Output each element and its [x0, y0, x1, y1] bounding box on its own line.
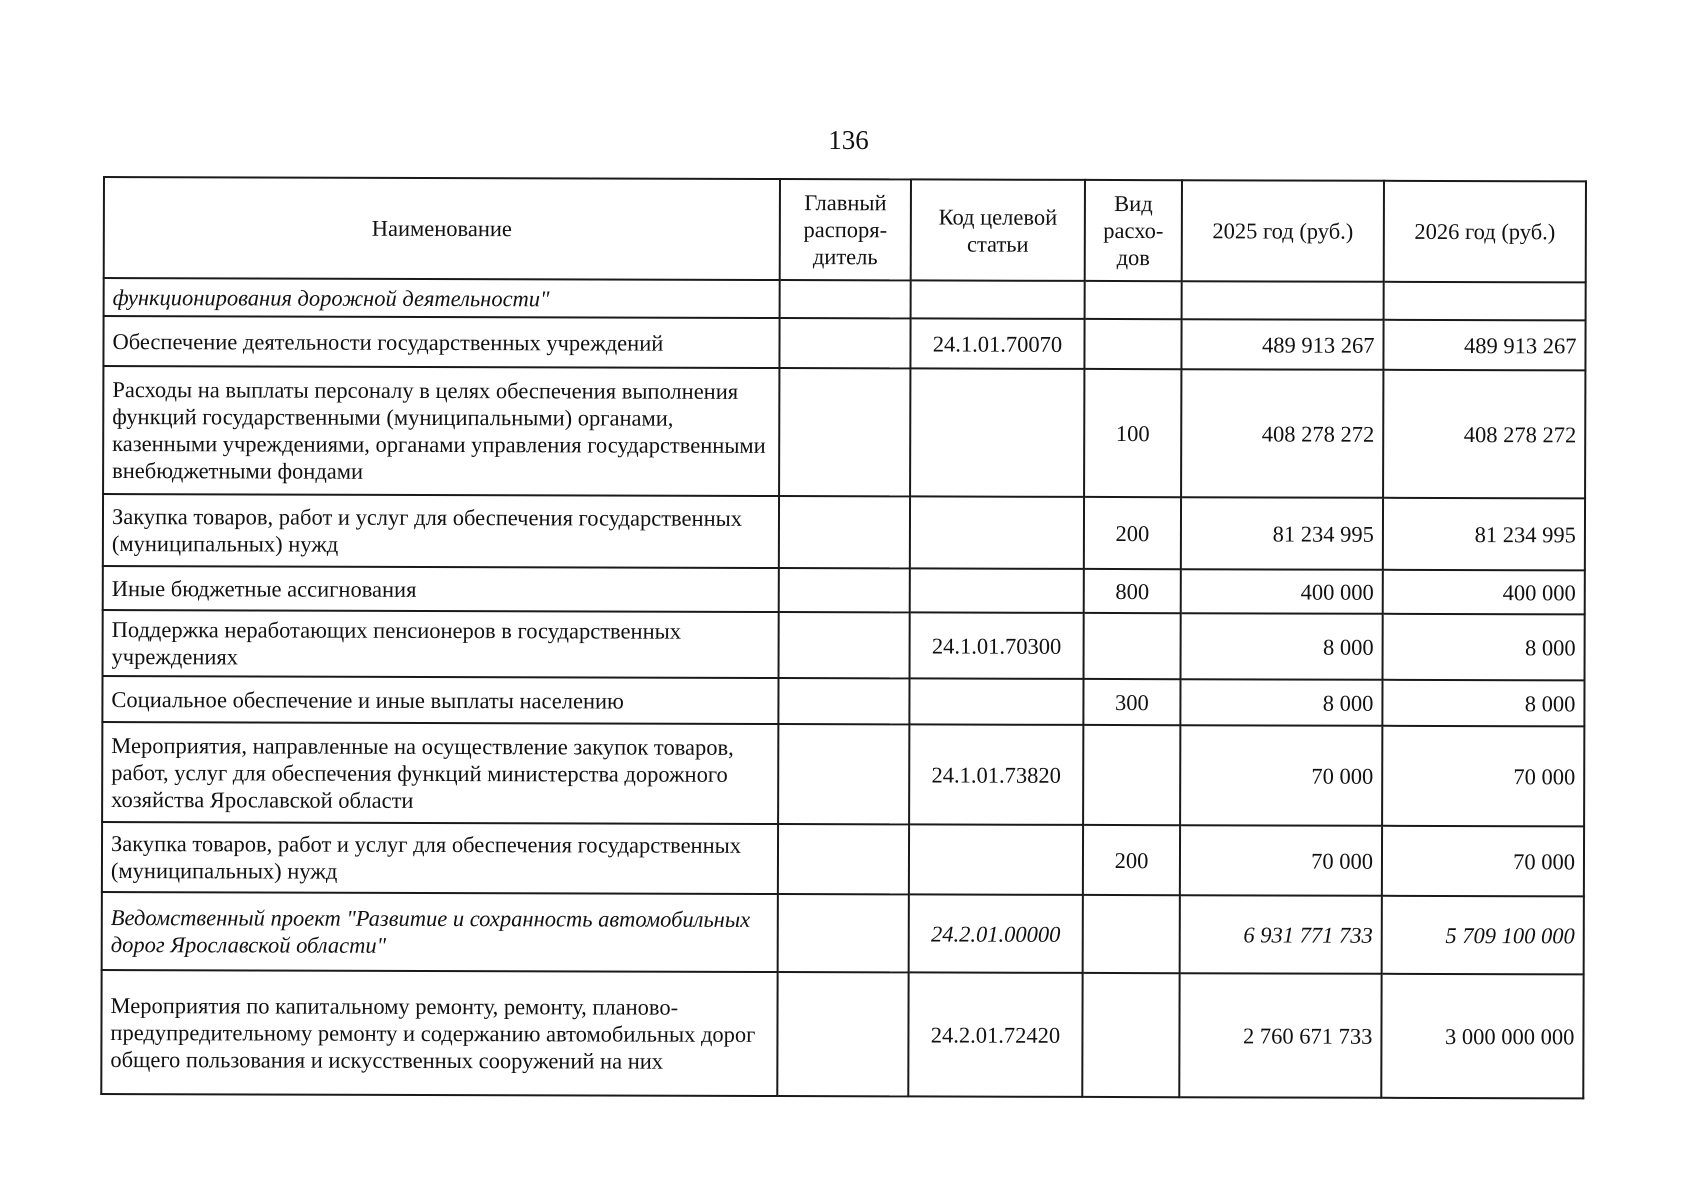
row-code-cell: [910, 368, 1084, 497]
row-2025-cell: 400 000: [1181, 569, 1383, 614]
table-row: [102, 722, 1584, 826]
row-2025-cell: 70 000: [1180, 725, 1382, 826]
row-manager-cell: [778, 724, 909, 824]
row-name-cell: Иные бюджетные ассигнования: [103, 566, 779, 612]
table-row: [103, 366, 1585, 498]
row-2026-cell: 70 000: [1382, 826, 1584, 897]
row-code-cell: [911, 280, 1085, 319]
row-2026-cell: 70 000: [1382, 726, 1584, 827]
row-name-cell: Мероприятия, направленные на осуществление закупок товаров, работ, услуг для обеспечения функций министерства дорожного хозяйства Ярославской области: [102, 722, 778, 824]
row-name-cell: Поддержка неработающих пенсионеров в государственных учреждениях: [103, 610, 779, 678]
table-row: [103, 316, 1585, 370]
row-manager-cell: [779, 368, 910, 496]
table-row: [103, 566, 1585, 614]
row-code-cell: 24.1.01.70070: [910, 318, 1084, 369]
row-manager-cell: [779, 496, 910, 568]
row-2025-cell: [1182, 281, 1384, 320]
row-manager-cell: [779, 568, 910, 612]
page-number: 136: [828, 125, 869, 155]
row-name-cell: Закупка товаров, работ и услуг для обеспечения государственных (муниципальных) нужд: [102, 822, 778, 894]
row-expense-type-cell: 800: [1084, 569, 1181, 613]
table-body: [101, 278, 1585, 1098]
table-row: [104, 278, 1586, 320]
row-manager-cell: [777, 972, 908, 1096]
table-header-row: [104, 177, 1586, 282]
row-expense-type-cell: 200: [1084, 497, 1181, 569]
row-manager-cell: [778, 894, 909, 972]
row-2026-cell: 81 234 995: [1383, 498, 1585, 571]
row-code-cell: 24.2.01.00000: [909, 894, 1083, 973]
row-2025-cell: 70 000: [1180, 825, 1382, 896]
row-2025-cell: 408 278 272: [1181, 369, 1383, 498]
row-2025-cell: 8 000: [1180, 679, 1382, 726]
row-expense-type-cell: 300: [1083, 679, 1180, 725]
table-row: [102, 892, 1584, 974]
header-year-2026: 2026 год (руб.): [1384, 181, 1586, 283]
row-2026-cell: 5 709 100 000: [1382, 896, 1584, 975]
row-expense-type-cell: 100: [1084, 369, 1181, 497]
row-name-cell: Закупка товаров, работ и услуг для обеспечения государственных (муниципальных) нужд: [103, 494, 779, 568]
row-2026-cell: 408 278 272: [1383, 370, 1585, 499]
row-expense-type-cell: 200: [1083, 825, 1180, 895]
row-manager-cell: [778, 678, 909, 724]
row-2026-cell: 3 000 000 000: [1381, 974, 1583, 1099]
row-name-cell: Расходы на выплаты персоналу в целях обеспечения выполнения функций государственными (муниципальными) органами, казенными учреждениями, органами управления государственными внебюджетными фондами: [103, 366, 779, 496]
row-expense-type-cell: [1084, 319, 1181, 369]
row-2025-cell: 489 913 267: [1181, 319, 1383, 370]
row-code-cell: 24.1.01.70300: [910, 612, 1084, 679]
row-2025-cell: 81 234 995: [1181, 497, 1383, 570]
table-row: [102, 676, 1584, 726]
table-row: [102, 822, 1584, 896]
row-expense-type-cell: [1083, 895, 1180, 973]
row-code-cell: [909, 678, 1083, 725]
row-name-cell: Социальное обеспечение и иные выплаты населению: [102, 676, 778, 724]
row-manager-cell: [779, 612, 910, 678]
row-name-cell: Мероприятия по капитальному ремонту, ремонту, планово-предупредительному ремонту и содержанию автомобильных дорог общего пользования и искусственных сооружений на них: [101, 970, 777, 1096]
row-manager-cell: [779, 318, 910, 368]
row-code-cell: 24.2.01.72420: [908, 972, 1082, 1097]
row-expense-type-cell: [1083, 725, 1180, 825]
row-code-cell: [910, 568, 1084, 613]
row-2025-cell: 8 000: [1181, 613, 1383, 680]
row-name-cell: функционирования дорожной деятельности": [104, 278, 780, 318]
row-2025-cell: 2 760 671 733: [1179, 973, 1381, 1098]
table-row: [101, 970, 1583, 1098]
header-year-2025: 2025 год (руб.): [1182, 180, 1384, 282]
row-2026-cell: 400 000: [1383, 570, 1585, 615]
header-expense-type: Вид расхо-дов: [1085, 180, 1182, 281]
row-2025-cell: 6 931 771 733: [1180, 895, 1382, 974]
row-2026-cell: 8 000: [1382, 680, 1584, 727]
row-code-cell: 24.1.01.73820: [909, 724, 1083, 825]
row-2026-cell: [1384, 282, 1586, 321]
header-name: Наименование: [104, 177, 780, 280]
row-expense-type-cell: [1082, 973, 1179, 1097]
row-manager-cell: [780, 280, 911, 318]
row-name-cell: Обеспечение деятельности государственных учреждений: [103, 316, 779, 368]
row-manager-cell: [778, 824, 909, 894]
header-code: Код целевой статьи: [911, 179, 1085, 281]
header-manager: Главный распоря-дитель: [780, 179, 911, 280]
row-2026-cell: 489 913 267: [1383, 320, 1585, 371]
row-expense-type-cell: [1084, 613, 1181, 679]
table-row: [103, 494, 1585, 570]
row-code-cell: [909, 824, 1083, 895]
row-2026-cell: 8 000: [1383, 614, 1585, 681]
row-expense-type-cell: [1085, 281, 1182, 319]
row-code-cell: [910, 496, 1084, 569]
row-name-cell: Ведомственный проект "Развитие и сохранность автомобильных дорог Ярославской области": [102, 892, 778, 972]
table-row: [103, 610, 1585, 680]
budget-table: [100, 176, 1587, 1099]
